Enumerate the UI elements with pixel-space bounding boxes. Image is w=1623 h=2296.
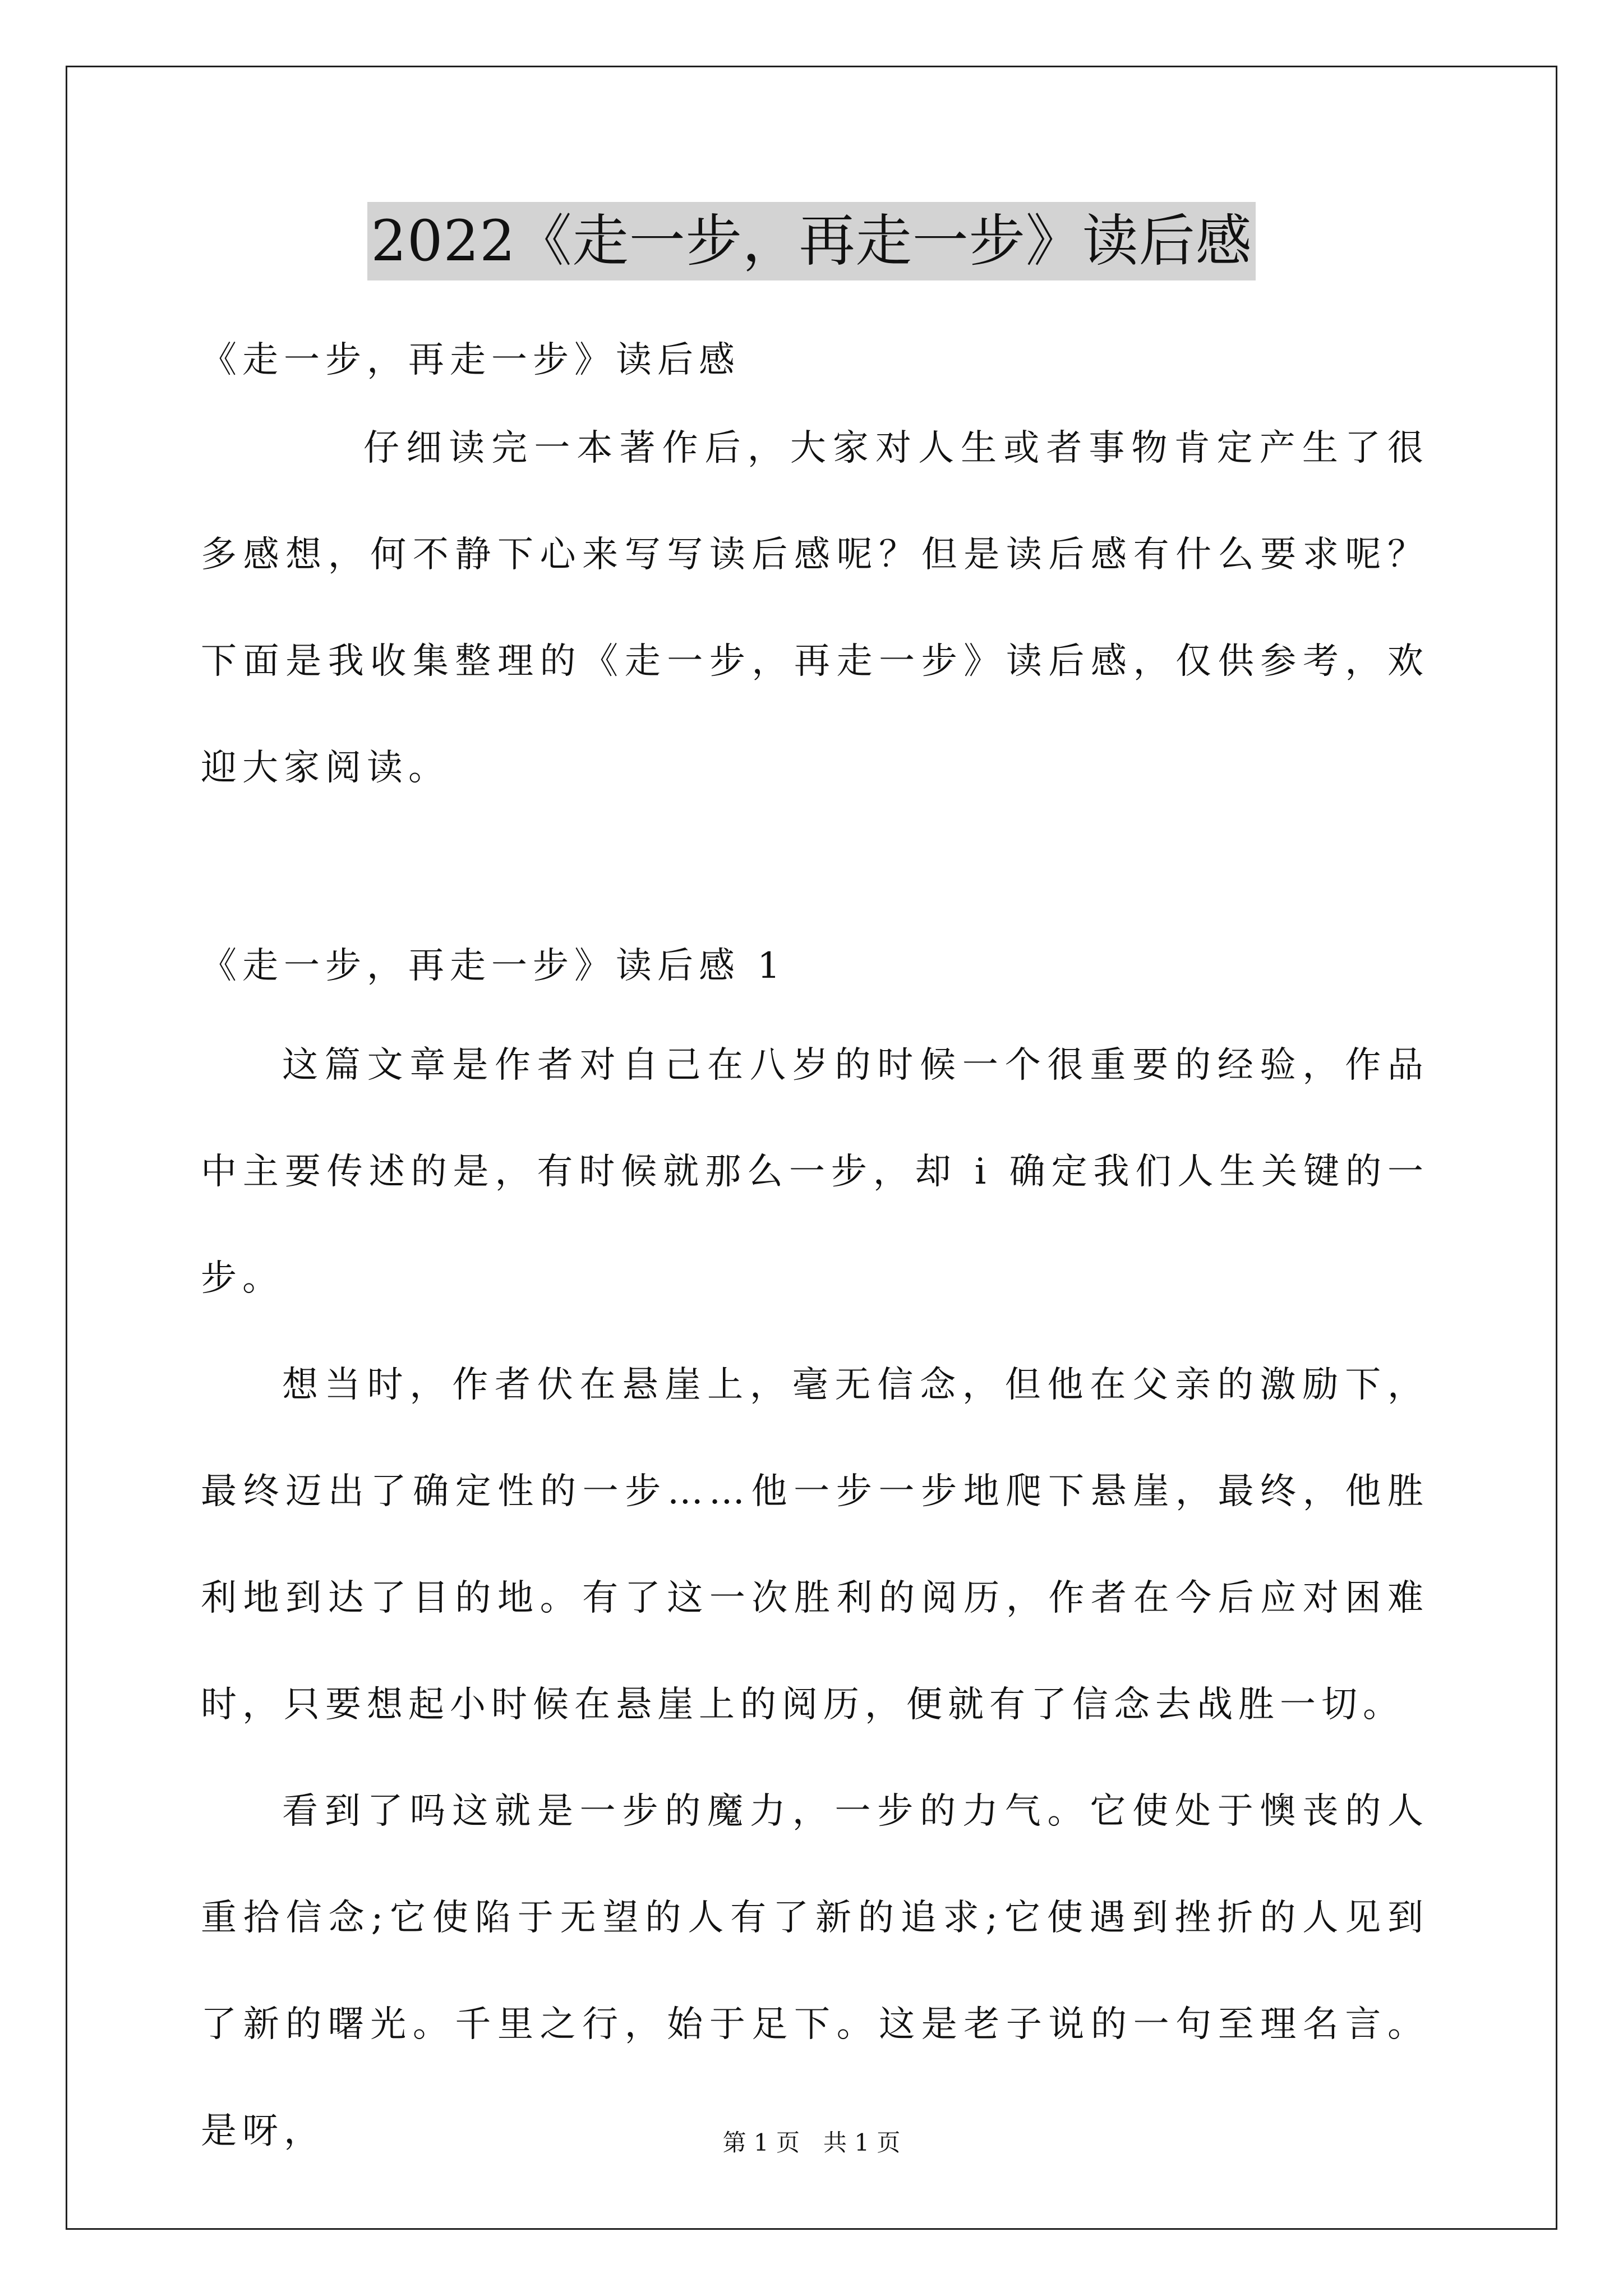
document-body (201, 297, 1429, 2184)
section-heading: 《走一步，再走一步》读后感 1 (201, 945, 786, 987)
body-paragraph-3: 看到了吗这就是一步的魔力，一步的力气。它使处于懊丧的人重拾信念;它使陷于无望的人有了新的追求;它使遇到挫折的人见到了新的曙光。千里之行，始于足下。这是老子说的一句至理名言。是呀， (201, 1791, 1429, 2152)
document-subtitle: 《走一步，再走一步》读后感 (201, 339, 740, 381)
section-spacer (201, 821, 1429, 928)
intro-paragraph: 仔细读完一本著作后，大家对人生或者事物肯定产生了很多感想，何不静下心来写写读后感呢？但是读后感有什么要求呢？下面是我收集整理的《走一步，再走一步》读后感，仅供参考，欢迎大家阅读。 (201, 427, 1429, 789)
page-footer: 第 1 页 共 1 页 (722, 2129, 901, 2156)
title-container (0, 202, 1623, 280)
body-paragraph-1: 这篇文章是作者对自己在八岁的时候一个很重要的经验，作品中主要传述的是，有时候就那么一步，却 i 确定我们人生关键的一步。 (201, 1045, 1429, 1299)
document-title: 2022《走一步，再走一步》读后感 (367, 202, 1256, 280)
body-paragraph-2: 想当时，作者伏在悬崖上，毫无信念，但他在父亲的激励下，最终迈出了确定性的一步……他一步一步地爬下悬崖，最终，他胜利地到达了目的地。有了这一次胜利的阅历，作者在今后应对困难时，只要想起小时候在悬崖上的阅历，便就有了信念去战胜一切。 (201, 1364, 1429, 1726)
